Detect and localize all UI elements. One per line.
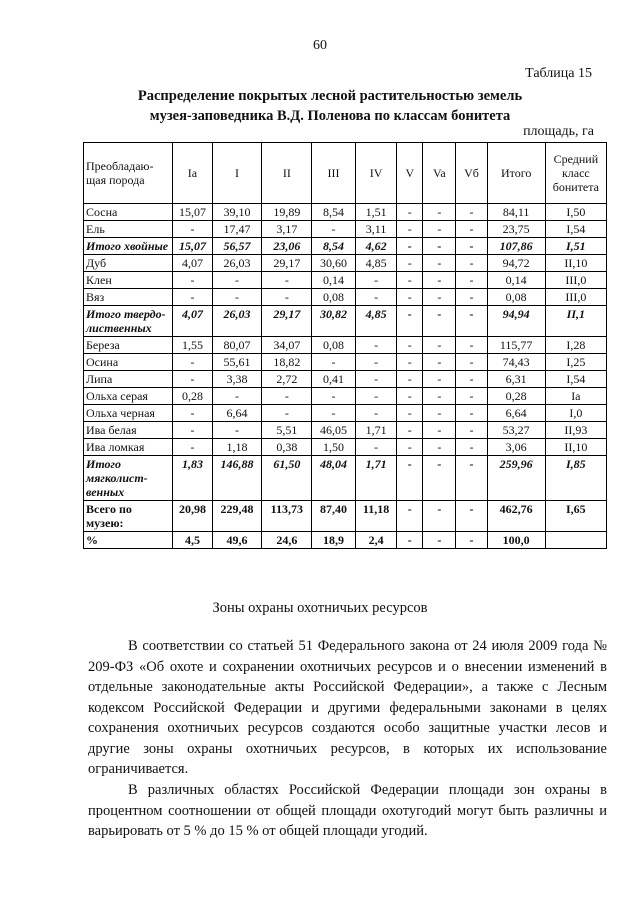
column-header: Va xyxy=(423,143,456,204)
value-cell: - xyxy=(397,371,423,388)
value-cell: - xyxy=(355,272,397,289)
value-cell: 74,43 xyxy=(487,354,545,371)
value-cell: 39,10 xyxy=(212,204,262,221)
value-cell: 15,07 xyxy=(173,238,212,255)
value-cell: 29,17 xyxy=(262,255,312,272)
value-cell: - xyxy=(423,371,456,388)
table-label: Таблица 15 xyxy=(525,66,592,81)
value-cell: 23,06 xyxy=(262,238,312,255)
value-cell: - xyxy=(173,221,212,238)
value-cell: 3,38 xyxy=(212,371,262,388)
value-cell: 146,88 xyxy=(212,456,262,501)
value-cell: 55,61 xyxy=(212,354,262,371)
value-cell: - xyxy=(423,422,456,439)
value-cell: 229,48 xyxy=(212,501,262,532)
value-cell: - xyxy=(423,272,456,289)
value-cell: 2,4 xyxy=(355,532,397,549)
value-cell: 4,62 xyxy=(355,238,397,255)
value-cell: - xyxy=(456,422,487,439)
species-cell: Береза xyxy=(84,337,173,354)
value-cell: - xyxy=(262,289,312,306)
value-cell: - xyxy=(456,272,487,289)
value-cell: 0,14 xyxy=(312,272,356,289)
value-cell: 4,85 xyxy=(355,255,397,272)
column-header: Ia xyxy=(173,143,212,204)
column-header: Итого xyxy=(487,143,545,204)
species-cell: Ива ломкая xyxy=(84,439,173,456)
value-cell: - xyxy=(456,221,487,238)
value-cell: - xyxy=(423,221,456,238)
value-cell: 100,0 xyxy=(487,532,545,549)
table-row xyxy=(84,289,607,306)
value-cell: - xyxy=(173,439,212,456)
value-cell: 1,18 xyxy=(212,439,262,456)
value-cell: - xyxy=(397,532,423,549)
value-cell: 46,05 xyxy=(312,422,356,439)
table-row xyxy=(84,306,607,337)
value-cell: - xyxy=(456,456,487,501)
value-cell: - xyxy=(262,388,312,405)
value-cell: 0,28 xyxy=(487,388,545,405)
value-cell: - xyxy=(397,354,423,371)
value-cell: - xyxy=(355,388,397,405)
value-cell: 0,28 xyxy=(173,388,212,405)
value-cell: 15,07 xyxy=(173,204,212,221)
column-header: IV xyxy=(355,143,397,204)
value-cell: I,28 xyxy=(545,337,606,354)
value-cell: - xyxy=(423,289,456,306)
value-cell: - xyxy=(397,255,423,272)
value-cell: - xyxy=(173,272,212,289)
value-cell: - xyxy=(397,221,423,238)
species-cell: Ольха черная xyxy=(84,405,173,422)
value-cell: - xyxy=(423,354,456,371)
value-cell: II,10 xyxy=(545,439,606,456)
value-cell: I,54 xyxy=(545,221,606,238)
value-cell: 20,98 xyxy=(173,501,212,532)
value-cell: - xyxy=(423,238,456,255)
value-cell: 24,6 xyxy=(262,532,312,549)
value-cell: 0,14 xyxy=(487,272,545,289)
value-cell: - xyxy=(423,306,456,337)
value-cell: - xyxy=(173,422,212,439)
value-cell: - xyxy=(212,422,262,439)
value-cell: 11,18 xyxy=(355,501,397,532)
value-cell: - xyxy=(423,204,456,221)
table-unit: площадь, га xyxy=(523,124,594,139)
value-cell: - xyxy=(355,405,397,422)
value-cell: 80,07 xyxy=(212,337,262,354)
paragraph-1-block xyxy=(88,636,607,780)
value-cell: I,25 xyxy=(545,354,606,371)
value-cell: 0,08 xyxy=(487,289,545,306)
value-cell: 1,51 xyxy=(355,204,397,221)
value-cell: 17,47 xyxy=(212,221,262,238)
paragraph-1: В соответствии со статьей 51 Федерального закона от 24 июля 2009 года № 209-ФЗ «Об охоте и сохранении охотничьих ресурсов и о внесении изменений в отдельные законодательные акты Российской Федерации», а также с Лесным кодексом Российской Федерации и другими федеральными законами в целях сохранения охотничьих ресурсов создаются особо защитные участки лесов и другие зоны охраны охотничьих ресурсов, в которых их использование ограничивается. xyxy=(88,638,607,777)
table-row xyxy=(84,439,607,456)
value-cell: - xyxy=(355,337,397,354)
value-cell: - xyxy=(212,388,262,405)
table-row xyxy=(84,272,607,289)
value-cell: - xyxy=(423,405,456,422)
value-cell: - xyxy=(423,255,456,272)
value-cell: - xyxy=(397,422,423,439)
column-header: Vб xyxy=(456,143,487,204)
value-cell: 6,64 xyxy=(487,405,545,422)
table-row xyxy=(84,221,607,238)
value-cell: - xyxy=(262,405,312,422)
column-header: V xyxy=(397,143,423,204)
value-cell: - xyxy=(173,354,212,371)
table-row xyxy=(84,501,607,532)
species-cell: Дуб xyxy=(84,255,173,272)
value-cell: - xyxy=(397,306,423,337)
value-cell: 49,6 xyxy=(212,532,262,549)
value-cell: - xyxy=(456,532,487,549)
table-body xyxy=(84,204,607,549)
value-cell: 18,9 xyxy=(312,532,356,549)
species-cell: Ель xyxy=(84,221,173,238)
value-cell: III,0 xyxy=(545,272,606,289)
table-row xyxy=(84,238,607,255)
value-cell: 4,07 xyxy=(173,255,212,272)
value-cell: - xyxy=(423,337,456,354)
value-cell: 3,06 xyxy=(487,439,545,456)
value-cell: 4,07 xyxy=(173,306,212,337)
bonitet-table xyxy=(83,142,607,549)
value-cell: 56,57 xyxy=(212,238,262,255)
table-row xyxy=(84,371,607,388)
value-cell: I,51 xyxy=(545,238,606,255)
value-cell: - xyxy=(212,272,262,289)
value-cell: - xyxy=(312,405,356,422)
species-cell: % xyxy=(84,532,173,549)
value-cell: - xyxy=(423,456,456,501)
value-cell: 53,27 xyxy=(487,422,545,439)
value-cell: - xyxy=(423,501,456,532)
table-row xyxy=(84,405,607,422)
value-cell: 6,31 xyxy=(487,371,545,388)
value-cell: 107,86 xyxy=(487,238,545,255)
value-cell: - xyxy=(397,405,423,422)
value-cell: 6,64 xyxy=(212,405,262,422)
column-header: Преобладаю-щая порода xyxy=(84,143,173,204)
value-cell: - xyxy=(173,289,212,306)
value-cell: - xyxy=(456,238,487,255)
value-cell: - xyxy=(456,354,487,371)
table-header-row xyxy=(84,143,607,204)
value-cell: - xyxy=(397,238,423,255)
value-cell: 0,41 xyxy=(312,371,356,388)
value-cell: 0,08 xyxy=(312,337,356,354)
column-header: I xyxy=(212,143,262,204)
value-cell: - xyxy=(456,306,487,337)
value-cell: 29,17 xyxy=(262,306,312,337)
table-title xyxy=(60,86,600,126)
value-cell: - xyxy=(173,405,212,422)
value-cell: I,54 xyxy=(545,371,606,388)
value-cell: - xyxy=(355,371,397,388)
value-cell: 2,72 xyxy=(262,371,312,388)
value-cell: 23,75 xyxy=(487,221,545,238)
value-cell: 4,85 xyxy=(355,306,397,337)
value-cell: - xyxy=(397,439,423,456)
value-cell: - xyxy=(173,371,212,388)
value-cell: - xyxy=(456,405,487,422)
value-cell: - xyxy=(423,388,456,405)
table-row xyxy=(84,388,607,405)
table-title-line-1: Распределение покрытых лесной растительностью земель xyxy=(137,88,523,104)
value-cell: - xyxy=(312,221,356,238)
value-cell: 1,83 xyxy=(173,456,212,501)
species-cell: Осина xyxy=(84,354,173,371)
column-header: III xyxy=(312,143,356,204)
table-row xyxy=(84,337,607,354)
species-cell: Клен xyxy=(84,272,173,289)
species-cell: Итого мягколист-венных xyxy=(84,456,173,501)
value-cell: - xyxy=(262,272,312,289)
value-cell: - xyxy=(397,204,423,221)
page-number: 60 xyxy=(313,38,327,53)
value-cell xyxy=(545,532,606,549)
value-cell: - xyxy=(423,439,456,456)
species-cell: Итого хвойные xyxy=(84,238,173,255)
value-cell: 5,51 xyxy=(262,422,312,439)
species-cell: Липа xyxy=(84,371,173,388)
value-cell: - xyxy=(456,501,487,532)
value-cell: 19,89 xyxy=(262,204,312,221)
value-cell: 30,60 xyxy=(312,255,356,272)
value-cell: - xyxy=(397,289,423,306)
paragraph-2-block xyxy=(88,780,607,842)
value-cell: Ia xyxy=(545,388,606,405)
value-cell: - xyxy=(355,289,397,306)
value-cell: II,1 xyxy=(545,306,606,337)
table-row xyxy=(84,255,607,272)
value-cell: 1,71 xyxy=(355,456,397,501)
value-cell: - xyxy=(456,204,487,221)
value-cell: - xyxy=(212,289,262,306)
value-cell: I,85 xyxy=(545,456,606,501)
value-cell: - xyxy=(355,354,397,371)
value-cell: 94,72 xyxy=(487,255,545,272)
table-row xyxy=(84,354,607,371)
value-cell: 34,07 xyxy=(262,337,312,354)
value-cell: 0,08 xyxy=(312,289,356,306)
table-row xyxy=(84,532,607,549)
value-cell: - xyxy=(456,289,487,306)
value-cell: - xyxy=(397,501,423,532)
value-cell: 259,96 xyxy=(487,456,545,501)
value-cell: - xyxy=(456,337,487,354)
value-cell: 0,38 xyxy=(262,439,312,456)
value-cell: 3,11 xyxy=(355,221,397,238)
table-row xyxy=(84,456,607,501)
value-cell: 3,17 xyxy=(262,221,312,238)
table-title-line-2: музея-заповедника В.Д. Поленова по классам бонитета xyxy=(149,108,511,124)
value-cell: 84,11 xyxy=(487,204,545,221)
section-heading: Зоны охраны охотничьих ресурсов xyxy=(212,600,428,616)
value-cell: 18,82 xyxy=(262,354,312,371)
value-cell: - xyxy=(456,439,487,456)
value-cell: 1,55 xyxy=(173,337,212,354)
value-cell: II,10 xyxy=(545,255,606,272)
value-cell: I,65 xyxy=(545,501,606,532)
value-cell: - xyxy=(312,354,356,371)
value-cell: 113,73 xyxy=(262,501,312,532)
column-header: II xyxy=(262,143,312,204)
value-cell: - xyxy=(456,371,487,388)
value-cell: - xyxy=(397,388,423,405)
table-row xyxy=(84,204,607,221)
value-cell: - xyxy=(456,388,487,405)
paragraph-2: В различных областях Российской Федерации площади зон охраны в процентном соотношении от общей площади охотугодий могут быть различны и варьировать от 5 % до 15 % от общей площади угодий. xyxy=(88,782,607,839)
value-cell: II,93 xyxy=(545,422,606,439)
value-cell: - xyxy=(456,255,487,272)
value-cell: 8,54 xyxy=(312,238,356,255)
value-cell: 26,03 xyxy=(212,255,262,272)
table-row xyxy=(84,422,607,439)
value-cell: 94,94 xyxy=(487,306,545,337)
value-cell: 115,77 xyxy=(487,337,545,354)
value-cell: - xyxy=(312,388,356,405)
value-cell: I,50 xyxy=(545,204,606,221)
value-cell: 26,03 xyxy=(212,306,262,337)
value-cell: 1,71 xyxy=(355,422,397,439)
value-cell: I,0 xyxy=(545,405,606,422)
species-cell: Итого твердо-лиственных xyxy=(84,306,173,337)
value-cell: 87,40 xyxy=(312,501,356,532)
species-cell: Всего по музею: xyxy=(84,501,173,532)
value-cell: - xyxy=(397,337,423,354)
species-cell: Вяз xyxy=(84,289,173,306)
species-cell: Ольха серая xyxy=(84,388,173,405)
species-cell: Сосна xyxy=(84,204,173,221)
value-cell: 1,50 xyxy=(312,439,356,456)
value-cell: 30,82 xyxy=(312,306,356,337)
value-cell: 4,5 xyxy=(173,532,212,549)
value-cell: 48,04 xyxy=(312,456,356,501)
value-cell: 462,76 xyxy=(487,501,545,532)
value-cell: - xyxy=(397,456,423,501)
value-cell: - xyxy=(423,532,456,549)
value-cell: 61,50 xyxy=(262,456,312,501)
column-header: Средний класс бонитета xyxy=(545,143,606,204)
value-cell: 8,54 xyxy=(312,204,356,221)
value-cell: - xyxy=(397,272,423,289)
species-cell: Ива белая xyxy=(84,422,173,439)
value-cell: - xyxy=(355,439,397,456)
value-cell: III,0 xyxy=(545,289,606,306)
